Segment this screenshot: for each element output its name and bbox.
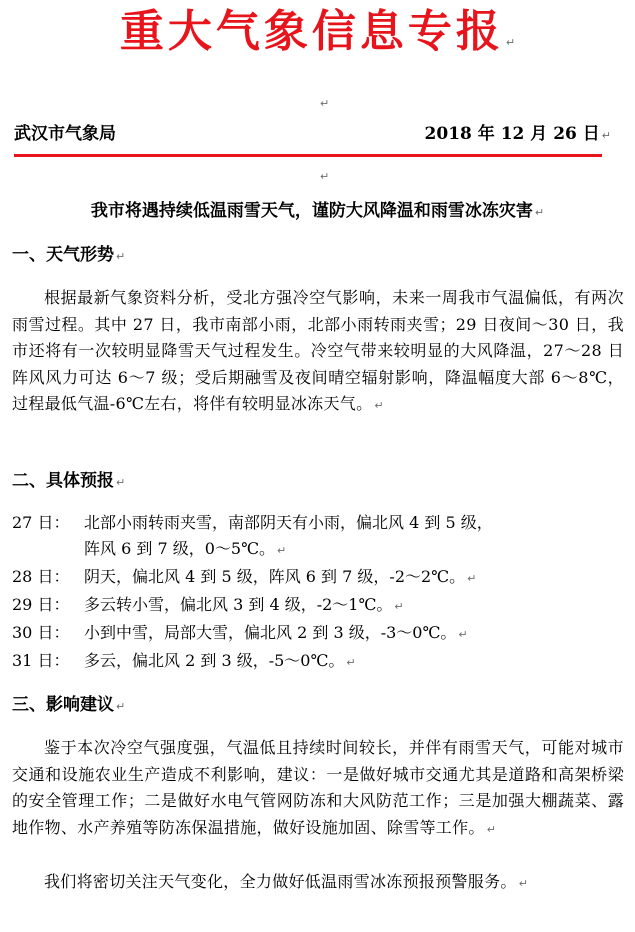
paragraph-text: 我们将密切关注天气变化，全力做好低温雨雪冰冻预报预警服务。 bbox=[44, 872, 517, 891]
section-1-paragraph bbox=[12, 285, 624, 420]
paragraph-mark-icon bbox=[346, 656, 355, 669]
forecast-row bbox=[12, 510, 627, 564]
paragraph-mark-icon bbox=[394, 600, 403, 613]
paragraph-mark-icon bbox=[320, 97, 329, 110]
paragraph-mark-icon bbox=[506, 36, 515, 49]
forecast-text bbox=[84, 648, 604, 676]
forecast-text-line: 小到中雪，局部大雪，偏北风 2 到 3 级，-3～0℃。 bbox=[84, 623, 457, 642]
section-heading-1 bbox=[12, 242, 125, 270]
paragraph-mark-icon bbox=[602, 129, 611, 142]
paragraph-mark-icon bbox=[116, 700, 125, 713]
empty-line bbox=[318, 168, 329, 184]
forecast-day: 27 日： bbox=[12, 513, 70, 532]
masthead bbox=[0, 4, 635, 71]
paragraph-text: 根据最新气象资料分析，受北方强冷空气影响，未来一周我市气温偏低，有两次雨雪过程。其中 27 日，我市南部小雨，北部小雨转雨夹雪；29 日夜间～30 日，我市还将有一次较明显降雪天气过程发生。冷空气带来较明显的大风降温，27～28 日阵风风力可达 6～7 级；受后期融雪及夜间晴空辐射影响，降温幅度大部 6～8℃，过程最低气温-6℃左右，将伴有较明显冰冻天气。 bbox=[12, 288, 624, 413]
headline bbox=[0, 198, 635, 226]
forecast-day: 31 日： bbox=[12, 651, 70, 670]
paragraph-mark-icon bbox=[535, 206, 544, 219]
section-heading-2 bbox=[12, 468, 125, 496]
paragraph-mark-icon bbox=[519, 877, 528, 890]
forecast-text-line: 阵风 6 到 7 级，0～5℃。 bbox=[84, 539, 275, 558]
issue-date bbox=[425, 122, 611, 148]
forecast-row bbox=[12, 564, 627, 592]
section-heading-text: 二、具体预报 bbox=[12, 471, 114, 491]
section-3-closing-paragraph bbox=[12, 869, 624, 898]
forecast-text-line: 阴天，偏北风 4 到 5 级，阵风 6 到 7 级，-2～2℃。 bbox=[84, 567, 466, 586]
forecast-day: 29 日： bbox=[12, 595, 70, 614]
headline-text: 我市将遇持续低温雨雪天气，谨防大风降温和雨雪冰冻灾害 bbox=[90, 201, 533, 221]
paragraph-mark-icon bbox=[458, 628, 467, 641]
forecast-text bbox=[84, 510, 604, 564]
forecast-row bbox=[12, 620, 627, 648]
date-label: 2018 年 12 月 26 日 bbox=[424, 124, 600, 144]
paragraph-mark-icon bbox=[116, 250, 125, 263]
agency-name bbox=[14, 122, 116, 146]
forecast-text bbox=[84, 620, 604, 648]
forecast-text bbox=[84, 592, 604, 620]
red-divider bbox=[14, 154, 602, 157]
forecast-text-line: 多云转小雪，偏北风 3 到 4 级，-2～1℃。 bbox=[84, 595, 393, 614]
paragraph-text: 鉴于本次冷空气强度强，气温低且持续时间较长，并伴有雨雪天气，可能对城市交通和设施农业生产造成不利影响，建议：一是做好城市交通尤其是道路和高架桥梁的安全管理工作；二是做好水电气管网防冻和大风防范工作；三是加强大棚蔬菜、露地作物、水产养殖等防冻保温措施，做好设施加固、除雪等工作。 bbox=[12, 738, 624, 837]
masthead-title: 重大气象信息专报 bbox=[119, 6, 504, 57]
forecast-list bbox=[12, 510, 627, 676]
forecast-row bbox=[12, 592, 627, 620]
section-heading-text: 一、天气形势 bbox=[12, 245, 114, 265]
forecast-row bbox=[12, 648, 627, 676]
paragraph-mark-icon bbox=[487, 823, 496, 836]
forecast-text-line: 北部小雨转雨夹雪，南部阴天有小雨，偏北风 4 到 5 级， bbox=[84, 513, 493, 532]
paragraph-mark-icon bbox=[374, 399, 383, 412]
agency-label: 武汉市气象局 bbox=[14, 124, 116, 144]
section-3-paragraph bbox=[12, 735, 624, 843]
section-heading-3 bbox=[12, 692, 125, 720]
paragraph-mark-icon bbox=[116, 476, 125, 489]
forecast-day: 28 日： bbox=[12, 567, 70, 586]
forecast-day: 30 日： bbox=[12, 623, 70, 642]
forecast-text-line: 多云，偏北风 2 到 3 级，-5～0℃。 bbox=[84, 651, 345, 670]
paragraph-mark-icon bbox=[277, 544, 286, 557]
forecast-text bbox=[84, 564, 604, 592]
forecast-continuation bbox=[84, 536, 604, 564]
section-heading-text: 三、影响建议 bbox=[12, 695, 114, 715]
paragraph-mark-icon bbox=[320, 170, 329, 183]
empty-line bbox=[318, 95, 329, 111]
paragraph-mark-icon bbox=[467, 572, 476, 585]
